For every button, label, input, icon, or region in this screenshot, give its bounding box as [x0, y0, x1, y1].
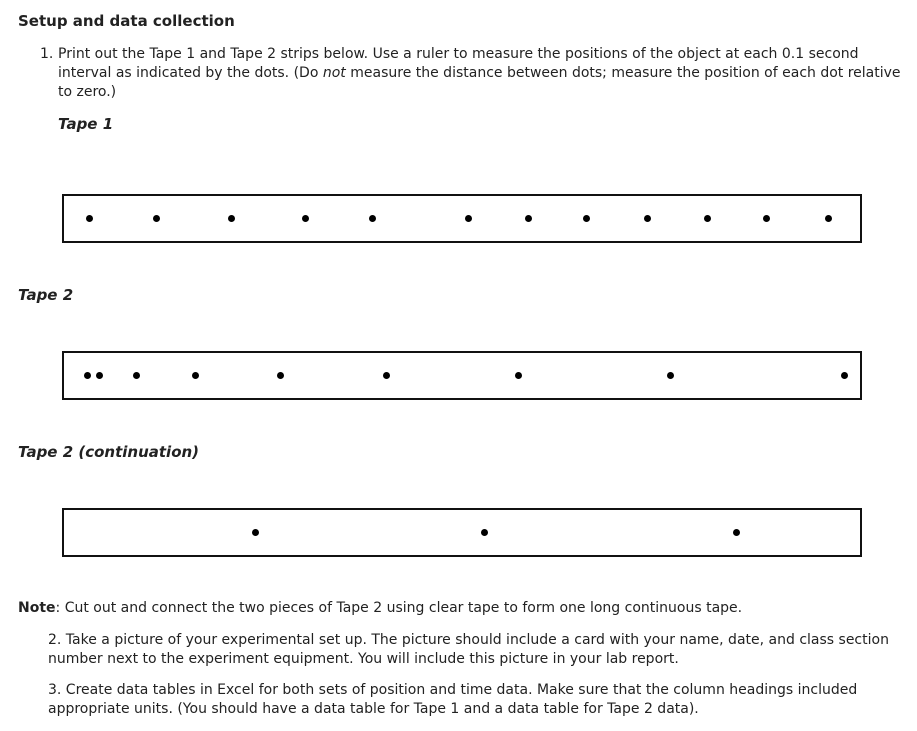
tape-2-dot	[96, 372, 103, 379]
tape-1-dot	[86, 215, 93, 222]
tape-2-dot	[277, 372, 284, 379]
tape-2-continuation-label: Tape 2 (continuation)	[18, 443, 200, 461]
tape-1-dot	[704, 215, 711, 222]
tape-1-strip	[62, 194, 862, 243]
tape-1-label: Tape 1	[58, 115, 114, 133]
note-text: : Cut out and connect the two pieces of Tape 2 using clear tape to form one long continuous tape.	[55, 600, 743, 616]
tape-1-dot	[825, 215, 832, 222]
tape-1-dot	[465, 215, 472, 222]
tape-2-continuation-dot	[481, 529, 488, 536]
note-label: Note	[18, 600, 56, 616]
tape-2-label: Tape 2	[18, 286, 74, 304]
tape-1-dot	[228, 215, 235, 222]
step-3: 3. Create data tables in Excel for both sets of position and time data. Make sure that the column headings included appropriate units. (You should have a data table for Tape 1 and a data table for Tape 2 data).	[48, 682, 858, 717]
tape-2-strip	[62, 351, 862, 400]
step-1-text	[40, 45, 910, 102]
step-1-text-before: Print out the Tape 1 and Tape 2 strips below. Use a ruler to measure the positions of the object at each 0.1 second interval as indicated by the dots. (Do	[58, 46, 859, 81]
tape-1-dot	[525, 215, 532, 222]
step-1-emphasis: not	[322, 65, 346, 81]
tape-1-dot	[302, 215, 309, 222]
tape-1-dot	[644, 215, 651, 222]
tape-2-continuation-strip	[62, 508, 862, 557]
tape-2-dot	[841, 372, 848, 379]
step-1-number: 1.	[40, 46, 54, 62]
note	[18, 599, 742, 618]
tape-1-dot	[763, 215, 770, 222]
tape-1-dot	[583, 215, 590, 222]
section-heading: Setup and data collection	[18, 12, 235, 30]
step-2: 2. Take a picture of your experimental set up. The picture should include a card with your name, date, and class section number next to the experiment equipment. You will include this picture in your lab report.	[48, 632, 889, 667]
step-1-text-after: measure the distance between dots; measure the position of each dot relative to zero.)	[58, 65, 901, 100]
tape-2-dot	[515, 372, 522, 379]
tape-2-dot	[667, 372, 674, 379]
tape-2-continuation-dot	[252, 529, 259, 536]
tape-2-dot	[133, 372, 140, 379]
tape-2-continuation-dot	[733, 529, 740, 536]
step-1	[40, 45, 910, 102]
tape-1-dot	[369, 215, 376, 222]
tape-2-dot	[84, 372, 91, 379]
tape-2-dot	[383, 372, 390, 379]
tape-2-dot	[192, 372, 199, 379]
tape-1-dot	[153, 215, 160, 222]
